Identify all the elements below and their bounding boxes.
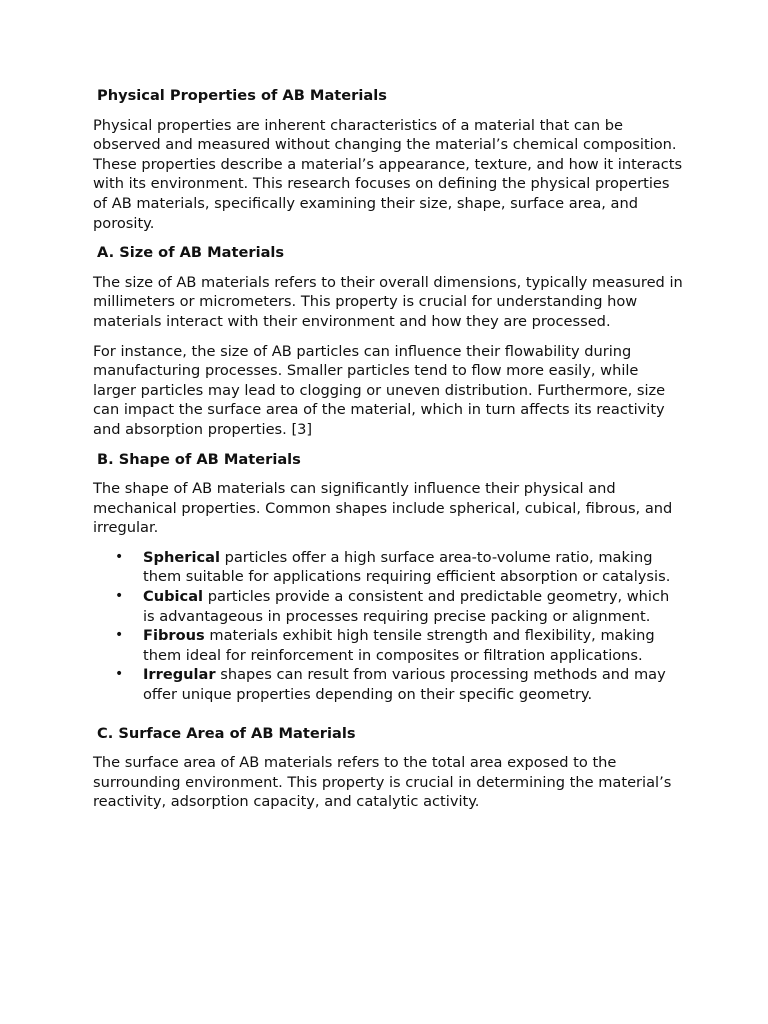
bullet-term: Spherical xyxy=(143,548,220,566)
bullet-term: Fibrous xyxy=(143,627,205,645)
list-item xyxy=(93,587,683,626)
bullet-icon: • xyxy=(115,666,124,683)
bullet-term: Cubical xyxy=(143,588,204,606)
shape-bullet-list xyxy=(93,548,683,705)
bullet-text: particles provide a consistent and predictable geometry, which is advantageous in processes requiring precise packing or alignment. xyxy=(143,588,670,625)
section-c-paragraph-1: The surface area of AB materials refers to the total area exposed to the surrounding environment. This property is crucial in determining the material’s reactivity, adsorption capacity, and catalytic activity. xyxy=(93,754,672,811)
section-b-paragraph-1: The shape of AB materials can significantly influence their physical and mechanical properties. Common shapes include spherical, cubical, fibrous, and irregular. xyxy=(93,480,673,537)
bullet-text: shapes can result from various processing methods and may offer unique properties depending on their specific geometry. xyxy=(143,666,666,704)
bullet-icon: • xyxy=(115,627,124,644)
document-title: Physical Properties of AB Materials xyxy=(97,87,387,104)
section-a-paragraph-1: The size of AB materials refers to their overall dimensions, typically measured in millimeters or micrometers. This property is crucial for understanding how materials interact with their environment and how they are processed. xyxy=(93,273,683,330)
bullet-icon: • xyxy=(115,548,124,565)
intro-paragraph: Physical properties are inherent characteristics of a material that can be observed and measured without changing the material’s chemical composition. These properties describe a material’s appearance, texture, and how it interacts with its environment. This research focuses on defining the physical properties of AB materials, specifically examining their size, shape, surface area, and porosity. xyxy=(93,116,683,232)
section-c-heading: C. Surface Area of AB Materials xyxy=(97,724,356,742)
document-page xyxy=(93,86,683,812)
list-item xyxy=(93,665,683,704)
section-b-heading: B. Shape of AB Materials xyxy=(97,450,301,468)
bullet-text: materials exhibit high tensile strength and flexibility, making them ideal for reinforcement in composites or filtration applications. xyxy=(143,627,655,664)
list-item xyxy=(93,626,683,665)
list-item xyxy=(93,548,683,587)
bullet-term: Irregular xyxy=(143,666,216,684)
bullet-text: particles offer a high surface area-to-volume ratio, making them suitable for applications requiring efficient absorption or catalysis. xyxy=(143,548,671,586)
section-a-paragraph-2: For instance, the size of AB particles can influence their flowability during manufacturing processes. Smaller particles tend to flow more easily, while larger particles may lead to clogging or uneven distribution. Furthermore, size can impact the surface area of the material, which in turn affects its reactivity and absorption properties. [3] xyxy=(93,342,666,438)
bullet-icon: • xyxy=(115,588,124,605)
section-a-heading: A. Size of AB Materials xyxy=(97,244,285,262)
